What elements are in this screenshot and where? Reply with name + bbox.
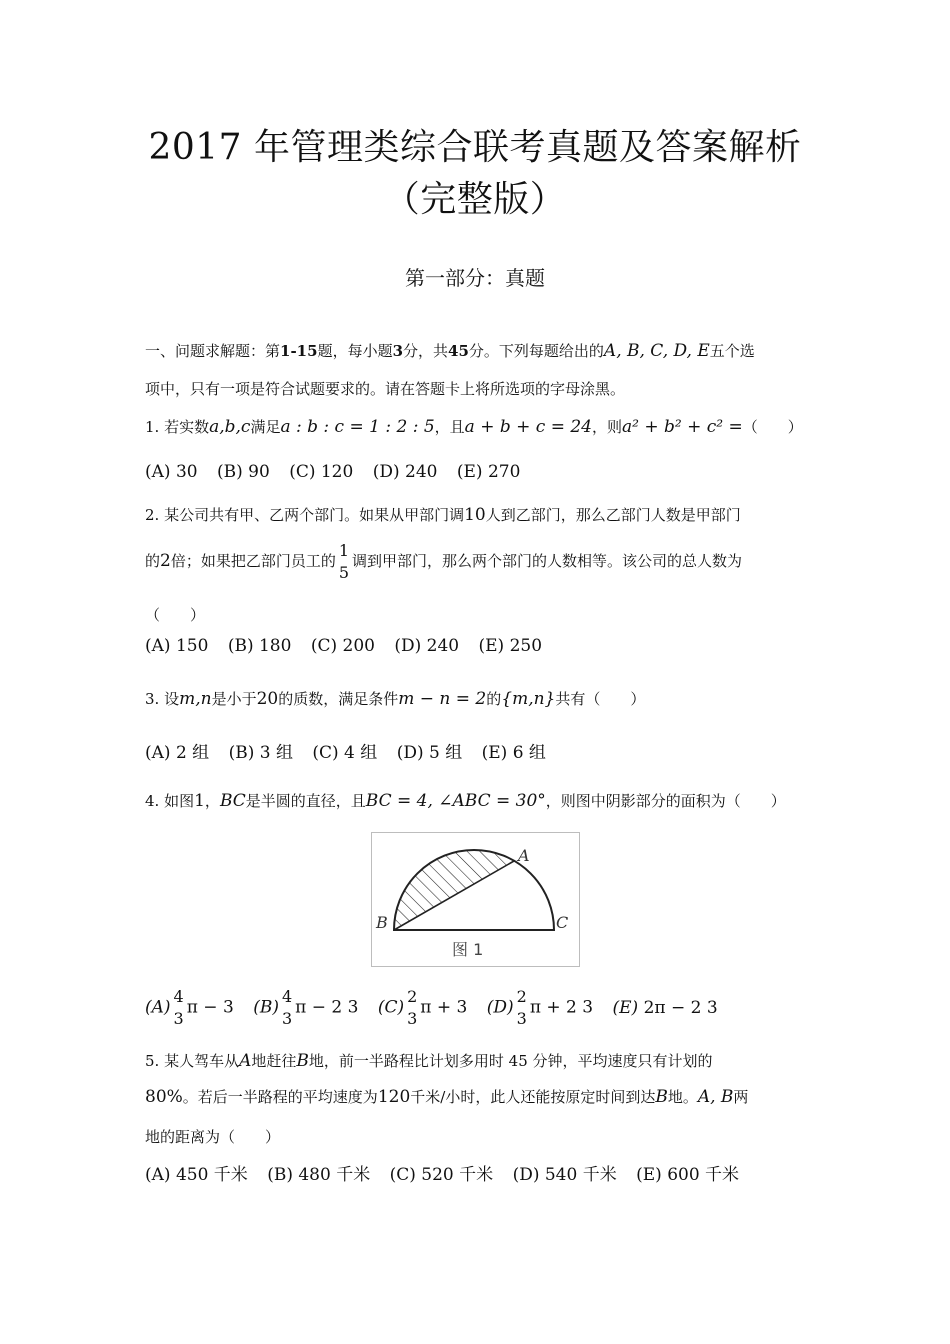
option-e [613,998,718,1018]
q5-text: 千米/小时，此人还能按原定时间到达 [410,1088,656,1106]
fraction-denominator: 3 [407,1009,418,1028]
fraction-numerator: 4 [173,987,184,1006]
q1-sum: a + b + c = 24 [464,417,592,437]
option-c [378,986,468,1030]
option-b: (B) 3 组 [228,743,293,763]
fraction-numerator: 4 [281,987,293,1006]
q2-text: 人到乙部门，那么乙部门人数是甲部门 [485,506,741,524]
q4-figure-number: 1 [194,791,205,811]
fraction-denominator: 3 [281,1009,293,1028]
option-d: (D) 240 [394,636,460,656]
instructions-text: 分，共 [403,342,449,360]
points-per-question: 3 [392,342,404,360]
q5-text: 。若后一半路程的平均速度为 [182,1088,378,1106]
instructions-text: 分。下列每题给出的 [468,342,604,360]
option-b: (B) 90 [216,462,270,482]
question-5-line-3: 地的距离为（ ） [145,1128,281,1146]
shaded-region [394,850,514,930]
q5-speed: 120 [377,1087,411,1107]
q3-set: {m,n} [501,689,556,709]
q1-vars: a,b,c [209,417,251,437]
option-tail: π − 3 [186,997,234,1018]
option-b [253,986,358,1030]
option-tail: π − 2 3 [295,997,359,1018]
option-c: (C) 4 组 [312,743,378,763]
option-label: (A) [145,997,171,1018]
q1-options [145,462,534,482]
option-b: (B) 180 [227,636,292,656]
q5-options [145,1160,753,1185]
option-a [145,986,234,1030]
option-tail: π + 2 3 [529,997,594,1018]
fraction-numerator: 2 [407,987,418,1006]
option-d: (D) 5 组 [396,743,463,763]
q5-text: 地，前一半路程比计划多用时 45 分钟，平均速度只有计划的 [308,1052,713,1070]
question-5-line-2 [145,1086,748,1107]
option-d [487,986,593,1030]
instructions-text: 题，每小题 [317,342,393,360]
point-b-label: B [376,913,388,932]
q3-vars: m,n [179,689,212,709]
option-a: (A) 450 千米 [145,1165,248,1185]
fraction-numerator: 2 [516,987,527,1006]
semicircle-figure [371,832,580,967]
q4-text: ，则图中阴影部分的面积为（ ） [545,792,786,810]
q1-text: ，且 [434,418,465,436]
q2-number: 2 [160,551,171,571]
page-title: 2017 年管理类综合联考真题及答案解析（完整版） [148,127,802,220]
option-a: (A) 150 [145,636,209,656]
q4-text: ， [204,792,220,810]
q4-condition: BC = 4, ∠ABC = 30° [365,791,546,811]
q1-expression: a² + b² + c² = [622,417,743,437]
instructions-text: 五个选 [709,342,755,360]
figure-caption: 图 1 [452,940,484,959]
total-points: 45 [448,342,469,360]
question-1 [145,416,803,437]
q3-text: 是小于 [211,690,257,708]
q3-options [145,738,560,763]
q2-fraction [339,540,349,584]
q4-text: 4. 如图 [145,792,195,810]
question-range: 1-15 [280,342,318,360]
q1-ratio: a : b : c = 1 : 2 : 5 [280,417,435,437]
answer-paren: （ ） [742,418,803,436]
option-label: (D) [486,997,514,1018]
q5-point-a: A [239,1051,252,1071]
option-d: (D) 240 [372,462,438,482]
point-a-label: A [518,846,530,865]
option-e: (E) 250 [478,636,543,656]
q5-text: 5. 某人驾车从 [145,1052,240,1070]
fraction-numerator: 1 [338,541,350,560]
q1-text: 满足 [250,418,281,436]
option-c: (C) 120 [289,462,354,482]
q4-bc: BC [219,791,246,811]
option-label: (E) [612,997,639,1018]
q4-text: 是半圆的直径，且 [245,792,366,810]
option-a: (A) 30 [145,462,198,482]
instructions-text: 一、问题求解题：第 [145,342,281,360]
instructions-line-2: 项中，只有一项是符合试题要求的。请在答题卡上将所选项的字母涂黑。 [145,380,626,398]
q5-points-ab: A, B [697,1087,734,1107]
option-fraction [174,986,184,1030]
q5-text: 两 [733,1088,749,1106]
fraction-denominator: 5 [338,563,350,582]
section-title: 第一部分：真题 [405,266,545,290]
question-5-line-1 [145,1050,713,1071]
instructions-line-1 [145,340,755,361]
q5-percent: 80% [145,1087,183,1107]
q5-point-b: B [296,1051,309,1071]
q3-condition: m − n = 2 [398,689,487,709]
q2-text: 倍；如果把乙部门员工的 [170,552,336,570]
q2-text: 调到甲部门，那么两个部门的人数相等。该公司的总人数为 [352,552,743,570]
q3-text: 共有（ ） [555,690,646,708]
option-c: (C) 520 千米 [389,1165,494,1185]
q2-options [145,636,556,656]
option-label: (B) [253,997,279,1018]
option-e: (E) 6 组 [481,743,546,763]
option-d: (D) 540 千米 [512,1165,617,1185]
option-fraction [517,986,527,1030]
q3-text: 3. 设 [145,690,180,708]
option-letters: A, B, C, D, E [603,341,710,361]
option-e: (E) 600 千米 [636,1165,740,1185]
option-c: (C) 200 [310,636,375,656]
q3-number: 20 [256,689,279,709]
question-4 [145,790,786,811]
answer-paren: （ ） [145,606,206,624]
question-2-line-1 [145,504,741,525]
q1-text: 1. 若实数 [145,418,210,436]
option-a: (A) 2 组 [145,743,210,763]
option-tail: π + 3 [420,997,468,1018]
option-b: (B) 480 千米 [267,1165,371,1185]
q2-number: 10 [464,505,486,525]
q3-text: 的 [486,690,502,708]
question-2-line-2 [145,540,742,584]
option-e: (E) 270 [456,462,521,482]
q3-text: 的质数，满足条件 [278,690,399,708]
q2-text: 2. 某公司共有甲、乙两个部门。如果从甲部门调 [145,506,465,524]
q5-point-b: B [655,1087,668,1107]
fraction-denominator: 3 [173,1009,184,1028]
question-3 [145,688,645,709]
fraction-denominator: 3 [516,1009,527,1028]
q1-text: ，则 [592,418,623,436]
q5-text: 地赶往 [251,1052,297,1070]
option-label: (C) [377,997,405,1018]
point-c-label: C [556,913,569,932]
option-fraction [282,986,292,1030]
q4-options [145,986,732,1030]
q2-text: 的 [145,552,161,570]
q5-text: 地。 [667,1088,698,1106]
option-fraction [407,986,417,1030]
semicircle-diagram [372,833,579,966]
option-tail: 2π − 2 3 [643,997,718,1018]
